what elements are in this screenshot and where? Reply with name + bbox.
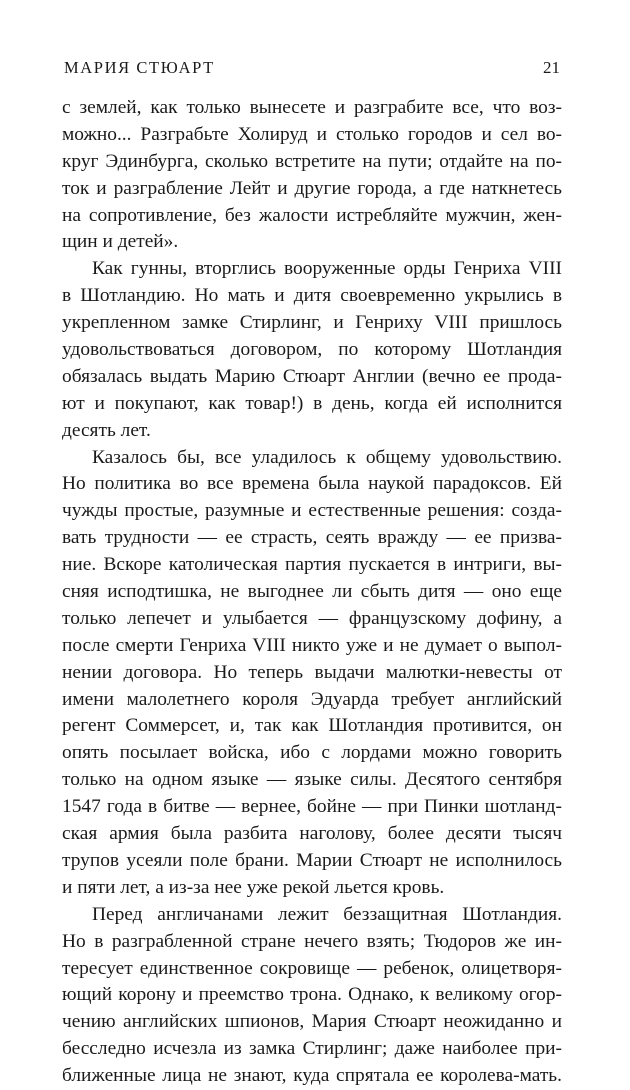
text-line: в Шотландию. Но мать и дитя своевременно укрылись в	[62, 285, 562, 307]
text-line: укрепленном замке Стирлинг, и Генриху VIII пришлось	[62, 312, 562, 334]
text-line: опять посылает войска, ибо с лордами можно говорить	[62, 742, 562, 764]
text-line: ток и разграбление Лейт и другие города, а где наткнетесь	[62, 177, 562, 199]
text-line: Как гунны, вторглись вооруженные орды Генриха VIII	[92, 258, 562, 280]
book-title: МАРИЯ СТЮАРТ	[64, 58, 215, 77]
text-line: Но в разграбленной стране нечего взять; Тюдоров же ин-	[62, 930, 562, 952]
text-line: десять лет.	[62, 419, 151, 441]
text-line: сняя исподтишка, не выгоднее ли сбыть дитя — оно еще	[62, 581, 562, 603]
text-line: можно... Разграбьте Холируд и столько городов и сел во-	[62, 123, 562, 145]
paragraph	[62, 95, 562, 256]
text-line: ющий корону и преемство трона. Однако, к великому огор-	[62, 984, 562, 1006]
paragraph	[62, 445, 562, 902]
text-line: ние. Вскоре католическая партия пускается в интриги, вы-	[62, 554, 562, 576]
text-line: после смерти Генриха VIII никто уже и не думает о выпол-	[62, 634, 562, 656]
text-line: Перед англичанами лежит беззащитная Шотландия.	[92, 903, 562, 925]
text-line: чужды простые, разумные и естественные решения: созда-	[62, 500, 562, 522]
text-line: имени малолетнего короля Эдуарда требует английский	[62, 688, 562, 710]
text-line: вать трудности — ее страсть, сеять вражду — ее призва-	[62, 527, 562, 549]
body-text	[62, 95, 562, 1090]
text-line: обязалась выдать Марию Стюарт Англии (вечно ее прода-	[62, 365, 562, 387]
text-line: Но политика во все времена была наукой парадоксов. Ей	[62, 473, 562, 495]
text-line: щин и детей».	[62, 231, 179, 253]
text-line: на сопротивление, без жалости истребляйте мужчин, жен-	[62, 204, 562, 226]
text-line: 1547 года в битве — вернее, бойне — при Пинки шотланд-	[62, 796, 562, 818]
text-line: удовольствоваться договором, по которому Шотландия	[62, 339, 562, 361]
text-line: нении договора. Но теперь выдачи малютки-невесты от	[62, 661, 562, 683]
page-number: 21	[543, 58, 560, 77]
text-line: регент Соммерсет, и, так как Шотландия противится, он	[62, 715, 562, 737]
paragraph	[62, 256, 562, 444]
text-line: ближенные лица не знают, куда спрятала ее королева-мать.	[62, 1065, 562, 1087]
text-line: только лепечет и улыбается — французскому дофину, а	[62, 607, 562, 629]
text-line: трупов усеяли поле брани. Марии Стюарт не исполнилось	[62, 849, 562, 871]
text-line: ская армия была разбита наголову, более десяти тысяч	[62, 823, 562, 845]
text-line: ют и покупают, как товар!) в день, когда ей исполнится	[62, 392, 562, 414]
text-line: бесследно исчезла из замка Стирлинг; даже наиболее при-	[62, 1038, 562, 1060]
text-line: чению английских шпионов, Мария Стюарт неожиданно и	[62, 1011, 562, 1033]
text-line: только на одном языке — языке силы. Десятого сентября	[62, 769, 562, 791]
running-head	[62, 56, 562, 80]
text-line: тересует единственное сокровище — ребенок, олицетворя-	[62, 957, 562, 979]
text-line: круг Эдинбурга, сколько встретите на пути; отдайте на по-	[62, 150, 562, 172]
text-line: с землей, как только вынесете и разграбите все, что воз-	[62, 97, 562, 118]
book-page	[62, 0, 562, 1087]
paragraph	[62, 902, 562, 1090]
text-line: Казалось бы, все уладилось к общему удовольствию.	[92, 446, 562, 468]
text-line: и пяти лет, а из-за нее уже рекой льется кровь.	[62, 876, 445, 898]
